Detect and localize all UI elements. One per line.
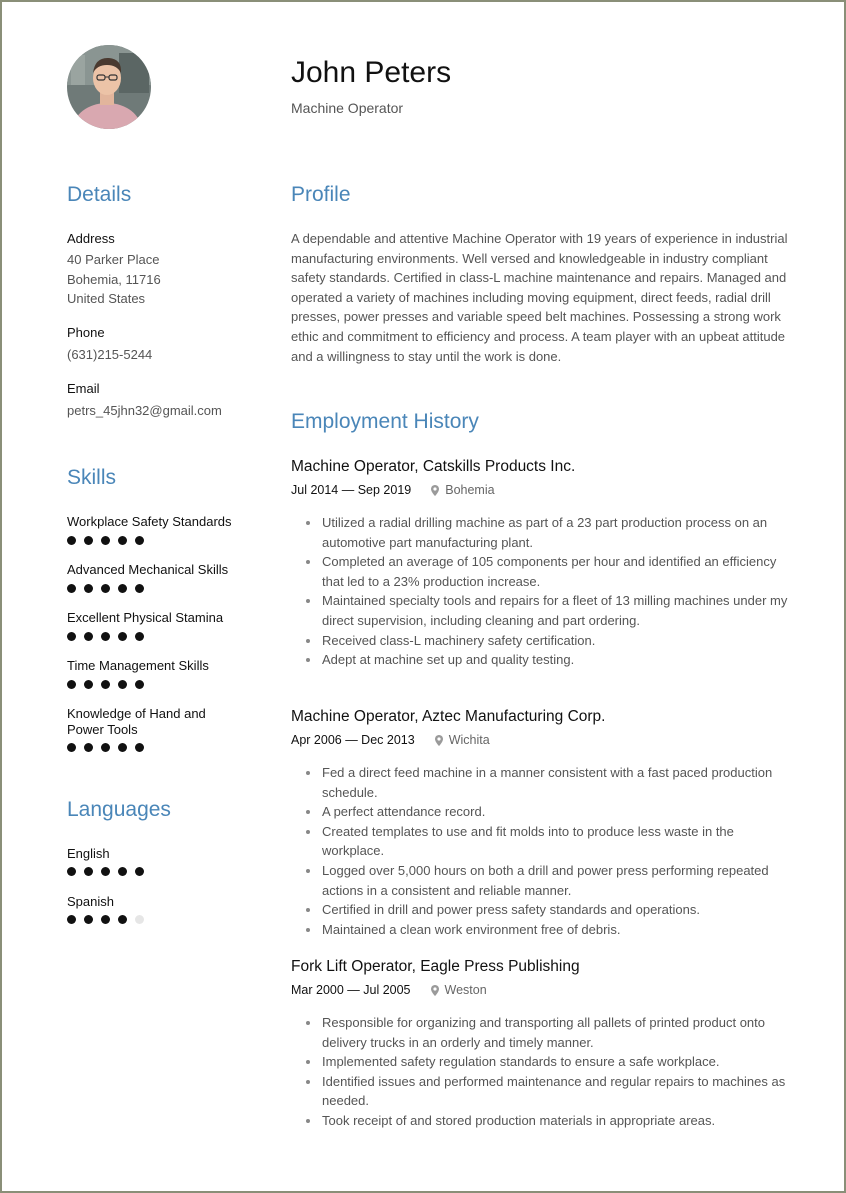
list-item: Logged over 5,000 hours on both a drill and power press performing repeated actions in a consistent and reliable manner. — [303, 861, 795, 900]
list-item: Identified issues and performed maintenance and regular repairs to machines as needed. — [303, 1072, 795, 1111]
rating-dot-empty — [135, 915, 144, 924]
rating-dot-filled — [101, 680, 110, 689]
list-item: Created templates to use and fit molds into to produce less waste in the workplace. — [303, 822, 795, 861]
rating-dot-filled — [118, 536, 127, 545]
email-value: petrs_45jhn32@gmail.com — [67, 403, 222, 418]
skill-name: Time Management Skills — [67, 658, 209, 673]
list-item: Completed an average of 105 components per hour and identified an efficiency that led to a 23% production increase. — [303, 552, 795, 591]
details-heading: Details — [67, 183, 132, 206]
job-title: Fork Lift Operator, Eagle Press Publishing — [291, 958, 580, 975]
list-item: Utilized a radial drilling machine as part of a 23 part production process on an automotive part manufacturing plant. — [303, 513, 795, 552]
rating-dot-filled — [118, 632, 127, 641]
list-item: Adept at machine set up and quality testing. — [303, 650, 795, 670]
skill-rating — [67, 680, 144, 689]
rating-dot-filled — [101, 915, 110, 924]
rating-dot-filled — [118, 867, 127, 876]
rating-dot-filled — [84, 584, 93, 593]
languages-heading: Languages — [67, 798, 171, 821]
rating-dot-filled — [101, 867, 110, 876]
rating-dot-filled — [118, 584, 127, 593]
job-location-text: Weston — [444, 983, 487, 997]
address-line: United States — [67, 291, 146, 306]
profile-heading: Profile — [291, 183, 351, 206]
rating-dot-filled — [135, 632, 144, 641]
rating-dot-filled — [67, 632, 76, 641]
list-item: Responsible for organizing and transporting all pallets of printed product onto delivery trucks in an orderly and timely manner. — [303, 1013, 795, 1052]
rating-dot-filled — [135, 743, 144, 752]
job-dates: Jul 2014 — Sep 2019 — [291, 483, 412, 497]
job-bullets — [303, 763, 795, 939]
rating-dot-filled — [67, 867, 76, 876]
rating-dot-filled — [84, 743, 93, 752]
job-title: Machine Operator, Catskills Products Inc. — [291, 458, 576, 475]
phone-value: (631)215-5244 — [67, 347, 153, 362]
map-pin-icon — [431, 485, 439, 496]
job-location — [431, 483, 494, 497]
list-item: Maintained specialty tools and repairs for a fleet of 13 milling machines under my direct supervision, including cleaning and part ordering. — [303, 591, 795, 630]
phone-label: Phone — [67, 325, 105, 340]
rating-dot-filled — [101, 536, 110, 545]
rating-dot-filled — [135, 680, 144, 689]
skill-name: Workplace Safety Standards — [67, 514, 232, 529]
rating-dot-filled — [84, 632, 93, 641]
job-meta — [291, 733, 490, 747]
job-location-text: Wichita — [448, 733, 490, 747]
language-name: Spanish — [67, 894, 114, 909]
list-item: Certified in drill and power press safety standards and operations. — [303, 900, 795, 920]
avatar — [67, 45, 151, 129]
rating-dot-filled — [101, 632, 110, 641]
rating-dot-filled — [67, 536, 76, 545]
email-label: Email — [67, 381, 100, 396]
rating-dot-filled — [135, 536, 144, 545]
list-item: Maintained a clean work environment free of debris. — [303, 920, 795, 940]
skill-rating — [67, 536, 144, 545]
rating-dot-filled — [135, 584, 144, 593]
skills-heading: Skills — [67, 466, 117, 489]
list-item: Fed a direct feed machine in a manner consistent with a fast paced production schedule. — [303, 763, 795, 802]
rating-dot-filled — [84, 915, 93, 924]
rating-dot-filled — [67, 584, 76, 593]
job-dates: Mar 2000 — Jul 2005 — [291, 983, 411, 997]
map-pin-icon — [435, 735, 443, 746]
language-rating — [67, 867, 144, 876]
map-pin-icon — [431, 985, 439, 996]
rating-dot-filled — [67, 743, 76, 752]
rating-dot-filled — [135, 867, 144, 876]
job-meta — [291, 983, 487, 997]
rating-dot-filled — [84, 536, 93, 545]
language-rating — [67, 915, 144, 924]
language-name: English — [67, 846, 110, 861]
job-location — [435, 733, 490, 747]
rating-dot-filled — [118, 743, 127, 752]
skill-rating — [67, 584, 144, 593]
skill-rating — [67, 632, 144, 641]
list-item: Implemented safety regulation standards to ensure a safe workplace. — [303, 1052, 795, 1072]
job-dates: Apr 2006 — Dec 2013 — [291, 733, 415, 747]
list-item: A perfect attendance record. — [303, 802, 795, 822]
rating-dot-filled — [101, 743, 110, 752]
rating-dot-filled — [118, 915, 127, 924]
candidate-name: John Peters — [291, 56, 452, 89]
skill-rating — [67, 743, 144, 752]
job-meta — [291, 483, 495, 497]
employment-heading: Employment History — [291, 410, 479, 433]
address-line: 40 Parker Place — [67, 252, 160, 267]
rating-dot-filled — [84, 680, 93, 689]
rating-dot-filled — [67, 915, 76, 924]
list-item: Took receipt of and stored production materials in appropriate areas. — [303, 1111, 795, 1131]
job-bullets — [303, 513, 795, 670]
job-title: Machine Operator, Aztec Manufacturing Corp. — [291, 708, 606, 725]
address-label: Address — [67, 231, 115, 246]
skill-name: Excellent Physical Stamina — [67, 610, 224, 625]
job-bullets — [303, 1013, 795, 1131]
job-location-text: Bohemia — [445, 483, 495, 497]
skill-name: Knowledge of Hand and Power Tools — [67, 706, 206, 737]
profile-summary: A dependable and attentive Machine Operator with 19 years of experience in industrial manufacturing environments. Well versed and knowledgeable in industry compliant safety standards. Certified in class-L machine maintenance and repairs. Managed and operated a variety of machines including moving equipment, direct feeds, radial drill presses, power presses and variable speed belt machines. Possessing a strong work ethic and commitment to efficiency and process. A team player with an upbeat attitude and a willingness to stay until the work is done. — [291, 231, 788, 364]
list-item: Received class-L machinery safety certification. — [303, 631, 795, 651]
rating-dot-filled — [67, 680, 76, 689]
address-line: Bohemia, 11716 — [67, 272, 161, 287]
candidate-title: Machine Operator — [291, 100, 404, 116]
job-location — [431, 983, 487, 997]
rating-dot-filled — [118, 680, 127, 689]
rating-dot-filled — [101, 584, 110, 593]
rating-dot-filled — [84, 867, 93, 876]
skill-name: Advanced Mechanical Skills — [67, 562, 229, 577]
